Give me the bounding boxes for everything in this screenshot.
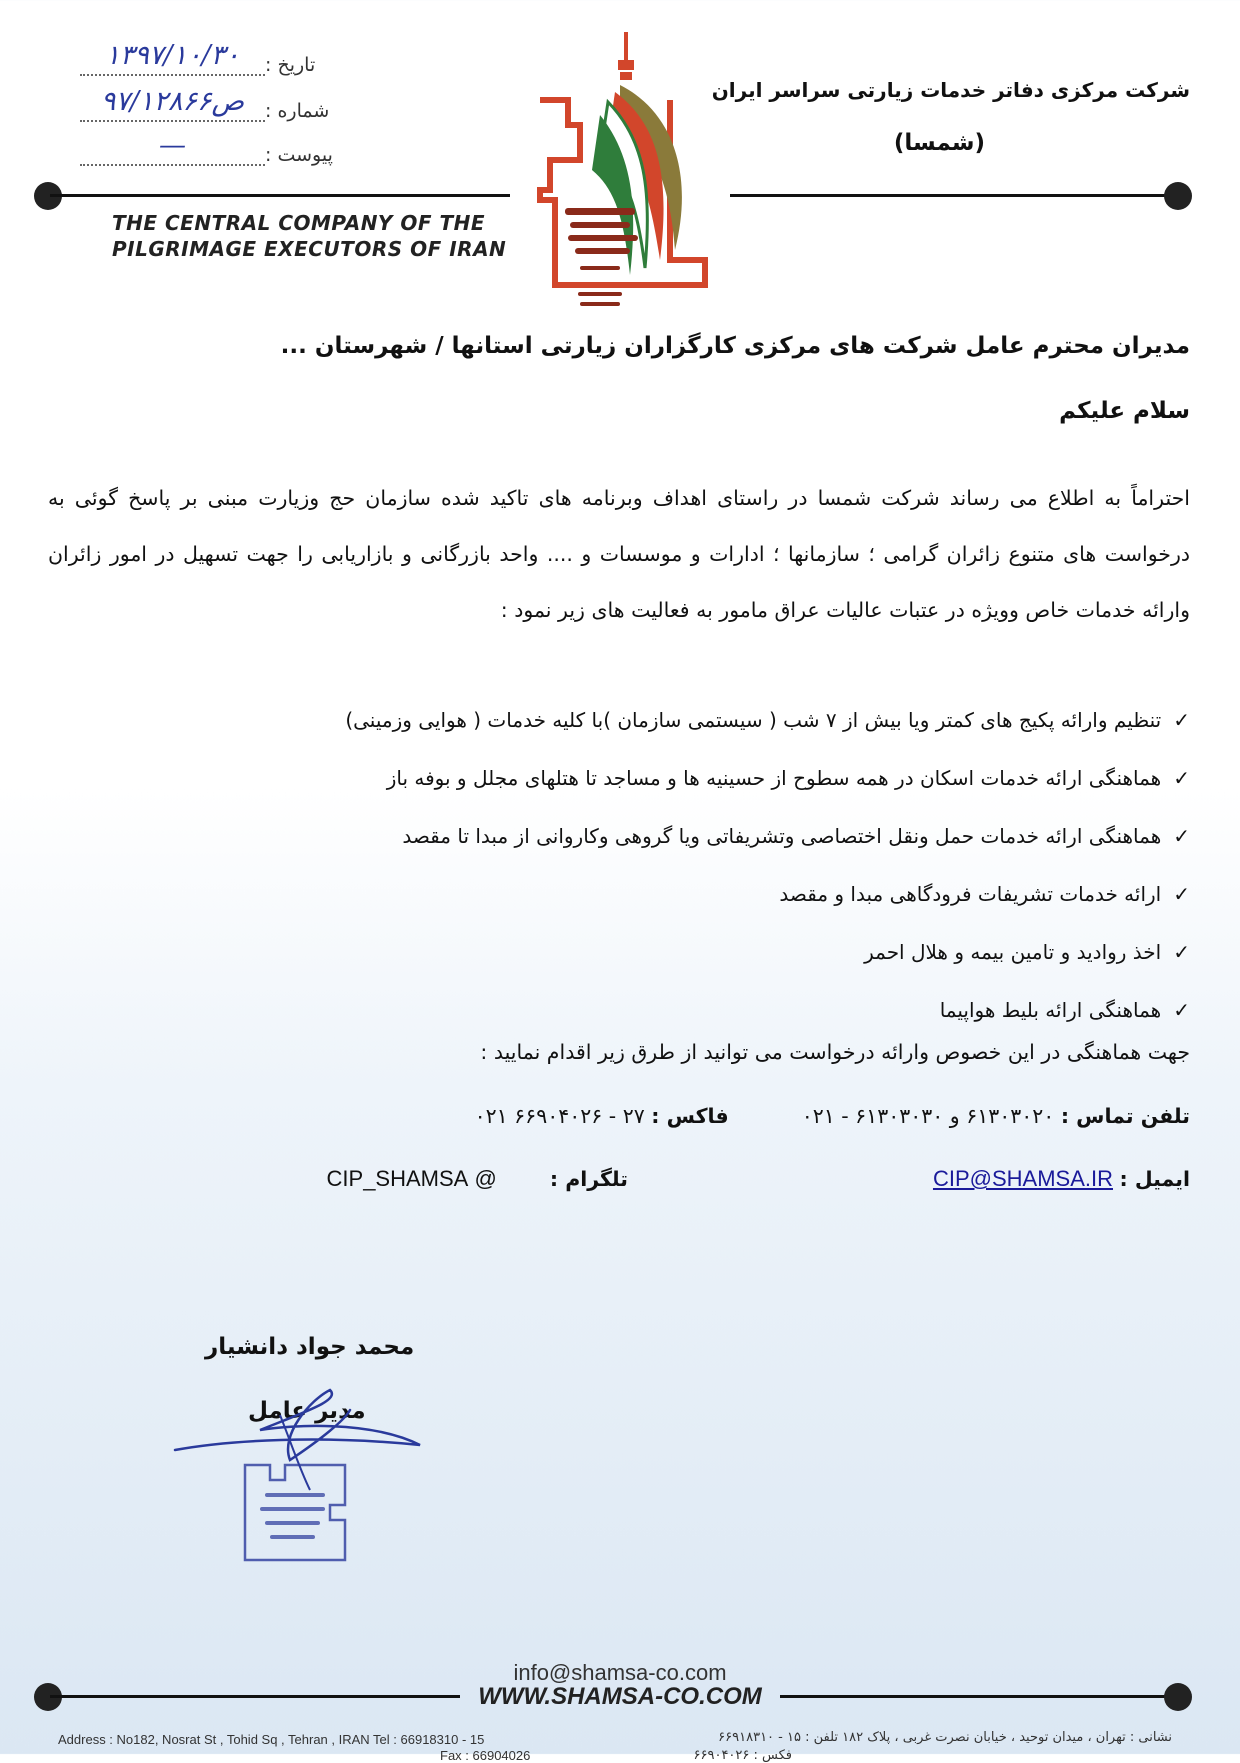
fax-value: ۲۷ - ۶۶۹۰۴۰۲۶ ۰۲۱ [474,1104,645,1128]
list-item [48,927,1190,985]
footer-rule-left [50,1695,460,1698]
attachment-row [80,130,353,166]
list-item [48,753,1190,811]
footer-fax-en: Fax : 66904026 [440,1748,531,1763]
footer-address-fa: نشانی : تهران ، میدان توحید ، خیابان نصرت غربی ، پلاک ۱۸۲ تلفن : ۱۵ - ۶۶۹۱۸۳۱۰ [718,1730,1172,1745]
company-abbr-fa: (شمسا) [893,130,985,156]
email-label: ایمیل : [1119,1167,1190,1191]
list-item-text: هماهنگی ارائه بلیط هواپیما [939,998,1162,1022]
signer-title: مدیر عامل [248,1398,366,1424]
list-item [48,811,1190,869]
check-icon: ✓ [1173,708,1190,732]
phone-row [475,1104,1190,1128]
company-stamp [225,1445,365,1575]
number-label: شماره : [265,100,330,122]
header-rule-right [730,194,1180,197]
list-item-text: هماهنگی ارائه خدمات اسکان در همه سطوح از حسینیه ها و مساجد تا هتلهای مجلل و بوفه باز [386,766,1162,790]
footer-fax-fa: فکس : ۶۶۹۰۴۰۲۶ [693,1748,792,1763]
company-name-en-line1: THE CENTRAL COMPANY OF THE [112,211,486,235]
attachment-value: — [80,130,265,166]
closing-line: جهت هماهنگی در این خصوص وارائه درخواست می توانید از طرق زیر اقدام نمایید : [480,1040,1190,1064]
footer-website[interactable]: WWW.SHAMSA-CO.COM [478,1683,762,1710]
letter-body: احتراماً به اطلاع می رساند شرکت شمسا در راستای اهداف وبرنامه های تاکید شده سازمان حج وزیارت مبنی بر پاسخ گوئی به درخواست های متنوع زائران گرامی ؛ سازمانها ؛ ادارات و موسسات و .... واحد بازرگانی و بازاریابی را جهت تسهیل در امور زائران وارائه خدمات خاص وویژه در عتبات عالیات عراق مامور به فعالیت های زیر نمود : [48,486,1190,622]
salutation: مدیران محترم عامل شرکت های مرکزی کارگزاران زیارتی استانها / شهرستان ... [280,333,1190,359]
email-row [933,1166,1190,1192]
number-row [80,86,353,122]
company-logo [520,30,730,320]
attachment-label: پیوست : [265,144,333,166]
footer-address-en: Address : No182, Nosrat St , Tohid Sq , Tehran , IRAN Tel : 66918310 - 15 [58,1732,485,1747]
footer-email[interactable]: info@shamsa-co.com [513,1660,727,1685]
phone-label: تلفن تماس : [1060,1104,1190,1128]
check-icon: ✓ [1173,882,1190,906]
header-rule-left [50,194,510,197]
list-item-text: هماهنگی ارائه خدمات حمل ونقل اختصاصی وتشریفاتی ویا گروهی وکاروانی از مبدا تا مقصد [402,824,1162,848]
date-label: تاریخ : [265,54,316,76]
footer-dot-right [1164,1683,1192,1711]
rule-dot-right [1164,182,1192,210]
check-icon: ✓ [1173,766,1190,790]
service-list [48,695,1190,1043]
telegram-label: تلگرام : [549,1167,628,1191]
telegram-row [327,1166,628,1192]
list-item [48,985,1190,1043]
list-item-text: ارائه خدمات تشریفات فرودگاهی مبدا و مقصد [779,882,1162,906]
number-value: ص۹۷/۱۲۸۶۶ [80,86,265,122]
signer-name: محمد جواد دانشیار [205,1334,415,1360]
list-item [48,695,1190,753]
check-icon: ✓ [1173,998,1190,1022]
email-link[interactable]: CIP@SHAMSA.IR [932,1166,1113,1191]
list-item-text: تنظیم وارائه پکیج های کمتر ویا بیش از ۷ شب ( سیستمی سازمان )با کلیه خدمات ( هوایی وزمینی) [345,708,1162,732]
fax-label: فاکس : [651,1104,729,1128]
company-name-en [112,210,506,262]
company-name-en-line2: PILGRIMAGE EXECUTORS OF IRAN [112,237,507,261]
check-icon: ✓ [1173,824,1190,848]
list-item [48,869,1190,927]
company-name-fa: شرکت مرکزی دفاتر خدمات زیارتی سراسر ایران [711,78,1190,102]
phone-value: ۶۱۳۰۳۰۲۰ و ۶۱۳۰۳۰۳۰ - ۰۲۱ [801,1104,1055,1128]
telegram-handle[interactable]: @ CIP_SHAMSA [326,1166,497,1191]
footer-rule-right [780,1695,1180,1698]
check-icon: ✓ [1173,940,1190,964]
date-row [80,40,353,76]
greeting: سلام علیکم [1059,398,1190,424]
date-value: ۱۳۹۷/۱۰/۳۰ [80,40,265,76]
list-item-text: اخذ روادید و تامین بیمه و هلال احمر [864,940,1162,964]
